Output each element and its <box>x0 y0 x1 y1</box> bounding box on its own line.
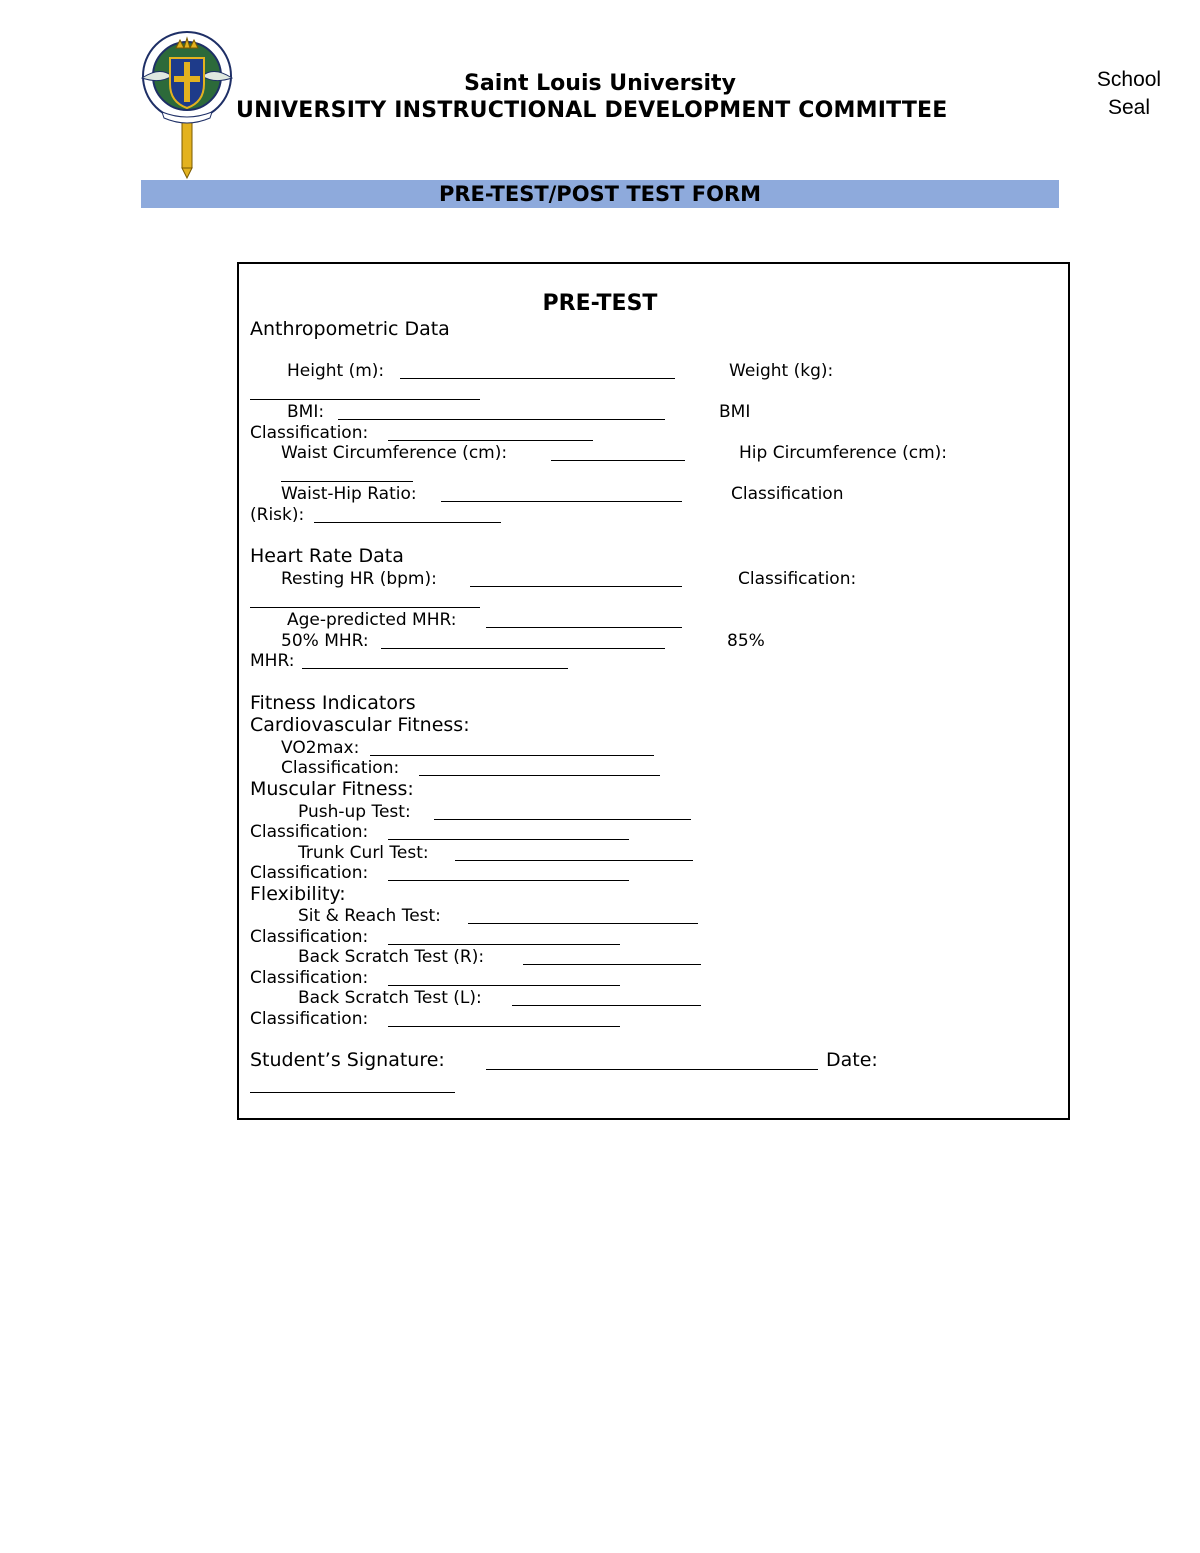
back-scratch-left-field[interactable] <box>512 1005 701 1006</box>
flexibility-heading: Flexibility: <box>250 883 346 905</box>
bmi-classification-label-a: BMI <box>719 402 751 422</box>
vo2-classification-label: Classification: <box>281 758 400 778</box>
trunk-curl-field[interactable] <box>455 860 693 861</box>
back-scratch-right-classification-label: Classification: <box>250 968 369 988</box>
weight-label: Weight (kg): <box>729 361 834 381</box>
sit-reach-label: Sit & Reach Test: <box>298 906 441 926</box>
height-field[interactable] <box>400 378 675 379</box>
bmi-field[interactable] <box>338 419 665 420</box>
hip-label: Hip Circumference (cm): <box>739 443 947 463</box>
back-scratch-right-label: Back Scratch Test (R): <box>298 947 485 967</box>
trunk-curl-classification-field[interactable] <box>388 880 629 881</box>
sit-reach-classification-label: Classification: <box>250 927 369 947</box>
whr-classification-field[interactable] <box>314 522 501 523</box>
signature-label: Student’s Signature: <box>250 1049 445 1071</box>
bmi-classification-field[interactable] <box>388 440 593 441</box>
resting-hr-field[interactable] <box>470 586 682 587</box>
hr-classification-field[interactable] <box>250 607 480 608</box>
back-scratch-right-field[interactable] <box>523 964 701 965</box>
pushup-label: Push-up Test: <box>298 802 411 822</box>
fitness-heading: Fitness Indicators <box>250 692 416 714</box>
university-logo <box>132 26 242 180</box>
bmi-classification-label-b: Classification: <box>250 423 369 443</box>
hr-classification-label: Classification: <box>738 569 857 589</box>
whr-classification-label-b: (Risk): <box>250 505 305 525</box>
vo2-label: VO2max: <box>281 738 360 758</box>
vo2-classification-field[interactable] <box>419 775 660 776</box>
waist-field[interactable] <box>551 460 685 461</box>
date-label: Date: <box>826 1049 878 1071</box>
form-title: PRE-TEST/POST TEST FORM <box>438 182 762 206</box>
pushup-classification-field[interactable] <box>388 839 629 840</box>
waist-label: Waist Circumference (cm): <box>281 443 508 463</box>
pretest-heading: PRE-TEST <box>542 291 658 316</box>
university-name: Saint Louis University <box>464 71 736 96</box>
committee-name: UNIVERSITY INSTRUCTIONAL DEVELOPMENT COMMITTEE <box>236 98 948 123</box>
hip-field[interactable] <box>281 481 413 482</box>
cardio-heading: Cardiovascular Fitness: <box>250 714 470 736</box>
mhr85-label-b: MHR: <box>250 651 295 671</box>
form-title-bar <box>141 180 1059 208</box>
bmi-label: BMI: <box>287 402 325 422</box>
school-seal-label: School Seal <box>1096 68 1162 119</box>
back-scratch-left-classification-field[interactable] <box>388 1026 620 1027</box>
sit-reach-field[interactable] <box>468 923 698 924</box>
whr-classification-label-a: Classification <box>731 484 844 504</box>
mhr85-field[interactable] <box>302 668 568 669</box>
vo2-field[interactable] <box>370 755 654 756</box>
age-mhr-field[interactable] <box>486 627 682 628</box>
anthropometric-heading: Anthropometric Data <box>250 318 450 340</box>
weight-field[interactable] <box>250 399 480 400</box>
pushup-field[interactable] <box>434 819 691 820</box>
sit-reach-classification-field[interactable] <box>388 944 620 945</box>
signature-field[interactable] <box>486 1069 818 1070</box>
resting-hr-label: Resting HR (bpm): <box>281 569 437 589</box>
mhr85-label-a: 85% <box>727 631 765 651</box>
back-scratch-right-classification-field[interactable] <box>388 985 620 986</box>
whr-field[interactable] <box>441 501 682 502</box>
back-scratch-left-classification-label: Classification: <box>250 1009 369 1029</box>
mhr50-field[interactable] <box>381 648 665 649</box>
height-label: Height (m): <box>287 361 385 381</box>
age-mhr-label: Age-predicted MHR: <box>287 610 457 630</box>
whr-label: Waist-Hip Ratio: <box>281 484 417 504</box>
trunk-curl-label: Trunk Curl Test: <box>298 843 429 863</box>
back-scratch-left-label: Back Scratch Test (L): <box>298 988 482 1008</box>
heart-rate-heading: Heart Rate Data <box>250 545 404 567</box>
pushup-classification-label: Classification: <box>250 822 369 842</box>
mhr50-label: 50% MHR: <box>281 631 369 651</box>
muscular-heading: Muscular Fitness: <box>250 778 414 800</box>
trunk-curl-classification-label: Classification: <box>250 863 369 883</box>
date-field[interactable] <box>250 1092 455 1093</box>
